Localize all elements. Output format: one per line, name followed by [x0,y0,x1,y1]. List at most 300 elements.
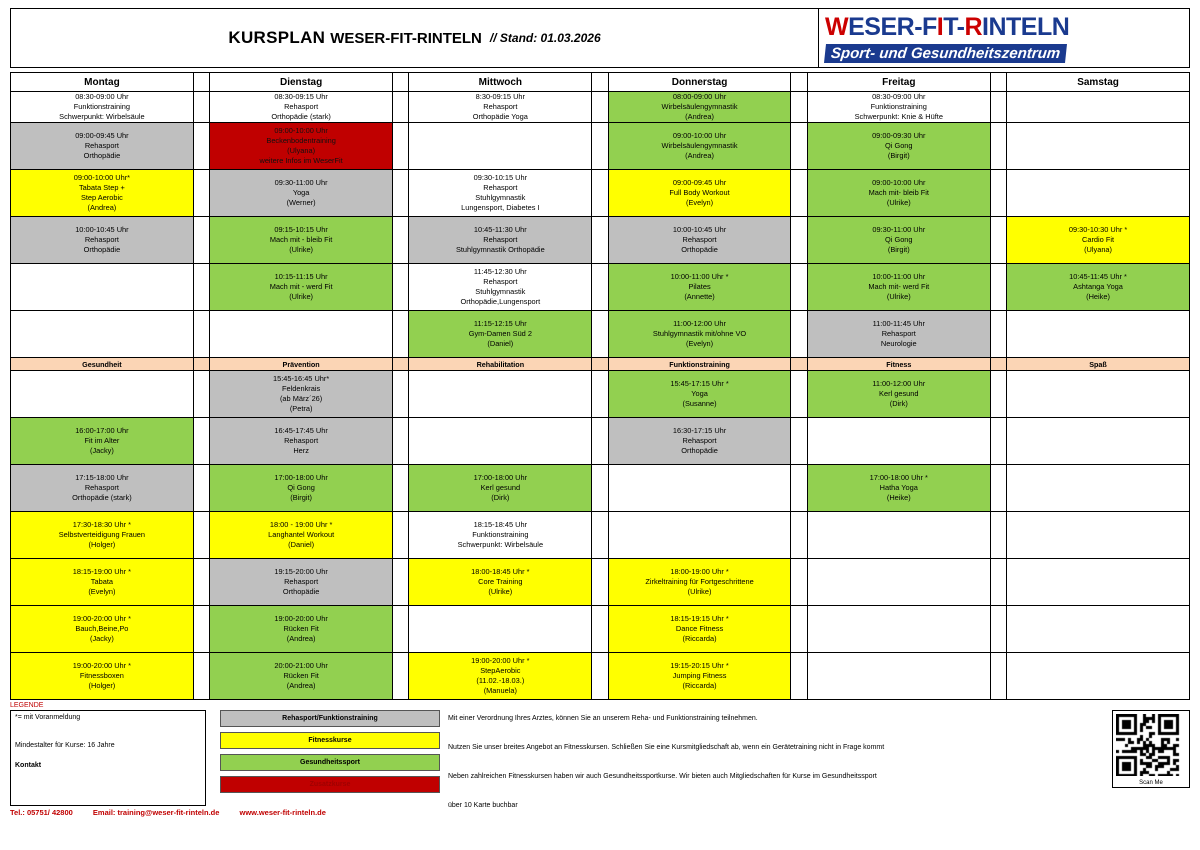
category-label: Gesundheit [11,358,194,371]
course-line: Rücken Fit [283,671,319,681]
column-gap [393,311,409,358]
course-cell [1007,418,1190,465]
course-cell [807,92,990,123]
column-gap [193,73,209,92]
course-line: weitere Infos im WeserFit [259,155,343,165]
column-gap [193,559,209,606]
course-cell [1007,217,1190,264]
title-sub: WESER-FIT-RINTELN [330,29,482,47]
course-line: Mach mit - bleib Fit [269,235,333,245]
column-gap [393,512,409,559]
course-line: 16:00-17:00 Uhr [75,426,129,436]
course-line: 18:15-18:45 Uhr [473,520,528,530]
course-line: Qi Gong [885,235,913,245]
table-row [11,418,1190,465]
course-line: Orthopädie,Lungensport [460,296,541,306]
column-gap [791,311,807,358]
course-cell [608,606,791,653]
course-cell [409,123,592,170]
logo-wordmark: WESER-FIT-RINTELN [825,13,1070,41]
course-line: Wirbelsäulengymnastik [661,141,738,151]
course-line: Fit im Alter [84,436,120,446]
column-gap [990,653,1006,700]
column-gap [393,418,409,465]
course-line: 08:30-09:00 Uhr [872,92,926,102]
course-cell [11,92,194,123]
course-line: Orthopädie [282,586,320,596]
day-header-samstag: Samstag [1007,73,1190,92]
column-gap [791,653,807,700]
legend-swatch-gray: Rehasport/Funktionstraining [220,710,440,727]
course-line: 09:30-10:30 Uhr * [1068,225,1128,235]
course-cell [1007,606,1190,653]
course-line: 11:00-12:00 Uhr [872,379,926,389]
course-cell [807,264,990,311]
course-line: Rehasport [284,577,319,587]
course-cell [11,653,194,700]
course-line: Kerl gesund [480,483,521,493]
column-gap [193,92,209,123]
course-line: Bauch,Beine,Po [75,624,129,634]
course-line: Orthopädie [681,445,718,455]
course-cell [11,512,194,559]
title-date: // Stand: 01.03.2026 [489,31,601,45]
course-cell [210,217,393,264]
course-cell [409,465,592,512]
course-line: Funktionstraining [472,530,529,540]
course-cell [11,465,194,512]
course-cell [608,264,791,311]
column-gap [393,606,409,653]
course-line: Qi Gong [885,141,913,151]
column-gap [791,371,807,418]
course-cell [608,217,791,264]
course-line: 10:00-11:00 Uhr * [670,272,729,282]
course-line: (Dirk) [889,398,908,408]
course-line: Step Aerobic [80,193,123,202]
column-gap [990,73,1006,92]
column-gap [193,606,209,653]
course-line: Rehasport [483,277,518,287]
column-gap [393,217,409,264]
column-gap [393,358,409,371]
course-cell [807,465,990,512]
course-line: 19:15-20:00 Uhr [274,567,328,577]
course-line: 15:45-16:45 Uhr* [272,374,330,384]
column-gap [791,559,807,606]
course-cell [409,559,592,606]
column-gap [393,92,409,123]
column-gap [990,559,1006,606]
course-line: 16:45-17:45 Uhr [274,426,328,436]
course-line: 18:00 - 19:00 Uhr * [269,520,333,530]
column-gap [592,465,608,512]
course-line: (Daniel) [487,338,514,348]
course-cell [409,371,592,418]
day-header-freitag: Freitag [807,73,990,92]
course-line: Funktionstraining [73,102,131,112]
course-line: 19:00-20:00 Uhr * [72,661,132,671]
course-line: Stuhlgymnastik [475,193,526,202]
course-cell [1007,512,1190,559]
column-gap [592,559,608,606]
course-line: 15:45-17:15 Uhr * [670,379,729,389]
course-line: Qi Gong [287,483,315,493]
course-cell [1007,559,1190,606]
course-cell [807,653,990,700]
course-line: (Heike) [886,492,911,502]
course-line: Wirbelsäulengymnastik [661,102,738,112]
course-line: 08:00-09:00 Uhr [672,92,727,102]
column-gap [990,371,1006,418]
course-line: Rehasport [483,183,518,193]
legend-swatch-yellow: Fitnesskurse [220,732,440,749]
course-line: (Andrea) [685,150,714,160]
qr-code[interactable] [1112,710,1190,788]
course-cell [608,170,791,217]
course-line: Full Body Workout [669,188,730,198]
course-cell [608,653,791,700]
course-line: Rehasport [881,329,916,339]
course-cell [11,264,194,311]
course-line: Pilates [688,282,711,292]
legend-note-2: Kontakt [15,762,42,769]
course-cell [409,653,592,700]
table-row [11,606,1190,653]
column-gap [791,512,807,559]
course-line: Yoga [691,389,708,399]
course-line: 17:15-18:00 Uhr [75,473,129,483]
course-line: Core Training [478,577,523,587]
course-line: (Holger) [88,680,116,690]
table-row [11,559,1190,606]
course-cell [1007,371,1190,418]
course-line: Tabata Step + [78,183,125,193]
column-gap [592,123,608,170]
course-line: Dance Fitness [675,624,724,634]
course-line: 09:15-10:15 Uhr [274,225,328,235]
category-label: Funktionstraining [608,358,791,371]
course-line: (Birgit) [887,150,910,160]
course-line: Rücken Fit [283,624,319,634]
course-cell [1007,311,1190,358]
course-cell [210,371,393,418]
course-cell [807,512,990,559]
course-line: 17:00-18:00 Uhr * [869,473,928,483]
column-gap [393,73,409,92]
course-line: (Jacky) [89,633,114,643]
course-cell [210,264,393,311]
course-cell [210,170,393,217]
course-line: 16:30-17:15 Uhr [672,426,727,436]
course-line: (ab März´26) [279,394,323,403]
course-cell [1007,264,1190,311]
course-line: 18:15-19:15 Uhr * [670,614,729,624]
course-line: (Daniel) [288,539,315,549]
column-gap [393,465,409,512]
legend-swatches [220,710,440,806]
column-gap [592,217,608,264]
course-line: 10:00-10:45 Uhr [75,225,129,235]
contact-email[interactable]: Email: training@weser-fit-rinteln.de [92,808,220,817]
course-cell [11,418,194,465]
column-gap [990,123,1006,170]
table-row [11,264,1190,311]
course-cell [11,217,194,264]
title-main: KURSPLAN [228,28,326,47]
course-cell [608,311,791,358]
course-line: Tabata [90,577,113,587]
course-line: Orthopädie [83,244,121,254]
course-line: (Ulrike) [289,244,314,254]
legend-descriptions [448,710,1106,809]
course-line: (Ulrike) [687,586,712,596]
table-row [11,512,1190,559]
column-gap [990,264,1006,311]
course-line: (Evelyn) [686,338,714,348]
course-line: 10:00-10:45 Uhr [672,225,727,235]
course-line: (Birgit) [887,244,910,254]
course-line: 19:00-20:00 Uhr [274,614,328,624]
course-line: Rehasport [284,436,319,446]
course-cell [608,371,791,418]
course-line: Orthopädie Yoga [472,111,528,121]
course-line: 10:45-11:45 Uhr * [1069,272,1127,282]
course-line: Cardio Fit [1082,235,1115,245]
legend-title: LEGENDE [10,702,44,709]
legend-note-0: *= mit Voranmeldung [15,714,81,721]
course-line: (Andrea) [286,633,316,643]
course-line: (Andrea) [87,202,117,212]
category-row [11,358,1190,371]
course-line: 09:00-10:00 Uhr* [73,173,131,183]
course-line: 18:00-19:00 Uhr * [670,567,729,577]
column-gap [592,358,608,371]
course-line: Schwerpunkt: Wirbelsäule [59,111,145,121]
column-gap [791,606,807,653]
column-gap [791,73,807,92]
legend-swatch-green: Gesundheitssport [220,754,440,771]
course-cell [1007,123,1190,170]
course-line: Feldenkrais [282,384,321,394]
course-cell [608,559,791,606]
course-cell [608,92,791,123]
course-line: 17:00-18:00 Uhr [473,473,528,483]
course-line: 19:15-20:15 Uhr * [670,661,729,671]
column-gap [193,264,209,311]
course-line: Mach mit - werd Fit [269,282,333,292]
course-cell [210,123,393,170]
column-gap [990,512,1006,559]
course-cell [807,217,990,264]
course-line: (Manuela) [483,685,517,695]
course-line: 19:00-20:00 Uhr * [471,656,530,666]
course-cell [210,418,393,465]
column-gap [592,73,608,92]
course-cell [210,465,393,512]
course-line: 10:15-11:15 Uhr [274,272,328,282]
course-line: Mach mit- werd Fit [868,282,930,292]
course-cell [409,418,592,465]
table-row [11,465,1190,512]
legend-description: Nutzen Sie unser breites Angebot an Fitnesskursen. Schließen Sie eine Kursmitgliedschaft ab, wenn ein Gerätetraining nicht in Frage kommt [448,744,885,751]
page-header [10,8,1190,68]
column-gap [990,606,1006,653]
course-line: Ashtanga Yoga [1073,282,1123,292]
column-gap [990,358,1006,371]
course-line: 18:00-18:45 Uhr * [471,567,530,577]
course-line: Kerl gesund [879,389,919,399]
course-cell [1007,92,1190,123]
course-line: Fitnessboxen [79,671,124,681]
course-line: 18:15-19:00 Uhr * [72,567,132,577]
course-line: Funktionstraining [870,102,927,112]
course-cell [210,559,393,606]
course-cell [11,170,194,217]
course-cell [409,311,592,358]
course-line: (Birgit) [290,492,312,502]
category-label: Fitness [807,358,990,371]
legend-swatch-red: Zusatzkurse [220,776,440,793]
legend-notes [10,710,206,806]
column-gap [193,358,209,371]
course-line: StepAerobic [480,666,521,676]
course-line: 20:00-21:00 Uhr [274,661,328,671]
course-line: Rehasport [682,436,717,446]
qr-caption: Scan Me [1139,780,1163,786]
column-gap [791,264,807,311]
legend-note-1: Mindestalter für Kurse: 16 Jahre [15,742,115,749]
course-line: 11:45-12:30 Uhr [473,267,527,277]
column-gap [592,170,608,217]
course-line: 11:15-12:15 Uhr [473,319,527,329]
column-gap [393,371,409,418]
course-line: Beckenbodentraining [266,136,336,146]
column-gap [990,311,1006,358]
course-line: Orthopädie (stark) [271,111,331,121]
column-gap [592,653,608,700]
course-line: (11.02.-18.03.) [476,676,525,685]
course-line: Stuhlgymnastik mit/ohne VO [652,329,747,339]
column-gap [990,418,1006,465]
column-gap [990,217,1006,264]
contact-website[interactable]: www.weser-fit-rinteln.de [239,808,326,817]
table-row [11,217,1190,264]
day-header-mittwoch: Mittwoch [409,73,592,92]
category-label: Rehabilitation [409,358,592,371]
course-line: Yoga [292,188,310,198]
table-row [11,170,1190,217]
course-cell [608,123,791,170]
table-row [11,92,1190,123]
course-line: Rehasport [682,235,717,245]
course-line: Herz [293,445,309,455]
course-line: (Heike) [1086,291,1110,301]
course-line: (Ulrike) [886,291,911,301]
column-gap [990,170,1006,217]
column-gap [592,606,608,653]
table-row [11,311,1190,358]
course-line: 09:00-10:00 Uhr [872,178,926,188]
column-gap [592,512,608,559]
course-cell [11,371,194,418]
course-line: (Ulrike) [886,197,911,207]
course-cell [1007,653,1190,700]
course-line: 10:45-11:30 Uhr [473,225,527,235]
day-header-dienstag: Dienstag [210,73,393,92]
legend-description: Mit einer Verordnung Ihres Arztes, können Sie an unserem Reha- und Funktionstraining teilnehmen. [448,715,758,722]
course-line: 08:30-09:00 Uhr [75,92,129,102]
course-line: 09:30-11:00 Uhr [872,225,926,235]
course-cell [807,418,990,465]
course-cell [11,606,194,653]
course-cell [807,606,990,653]
course-cell [210,311,393,358]
table-row [11,371,1190,418]
course-line: Mach mit- bleib Fit [868,188,929,198]
course-line: Orthopädie [83,150,121,160]
course-cell [210,92,393,123]
course-line: (Annette) [684,291,715,301]
course-line: 09:30-11:00 Uhr [274,178,328,188]
table-row [11,653,1190,700]
course-cell [409,92,592,123]
course-line: Stuhlgymnastik [475,287,526,296]
course-cell [210,653,393,700]
course-cell [608,512,791,559]
course-cell [1007,170,1190,217]
column-gap [791,465,807,512]
course-cell [409,170,592,217]
column-gap [791,217,807,264]
course-line: 08:30-09:15 Uhr [274,92,328,102]
course-cell [608,418,791,465]
table-header-row [11,73,1190,92]
column-gap [393,170,409,217]
column-gap [791,92,807,123]
column-gap [393,653,409,700]
course-line: Stuhlgymnastik Orthopädie [455,244,545,254]
course-line: Zirkeltraining für Fortgeschrittene [645,577,754,587]
course-cell [1007,465,1190,512]
column-gap [592,311,608,358]
course-line: Rehasport [84,141,119,151]
column-gap [592,418,608,465]
column-gap [592,264,608,311]
course-line: 11:00-11:45 Uhr [872,319,925,329]
contact-tel: Tel.: 05751/ 42800 [10,808,73,817]
course-line: (Ulrike) [488,586,513,596]
day-header-montag: Montag [11,73,194,92]
course-line: (Andrea) [286,680,316,690]
course-line: 09:00-10:00 Uhr [672,131,727,141]
column-gap [193,418,209,465]
logo-tagline: Sport- und Gesundheitszentrum [824,44,1067,63]
course-cell [807,170,990,217]
course-line: (Ulyana) [1084,244,1113,254]
course-line: Orthopädie (stark) [72,492,132,502]
column-gap [791,123,807,170]
course-line: 17:00-18:00 Uhr [274,473,328,483]
course-line: (Evelyn) [88,586,116,596]
course-line: Rehasport [84,483,119,493]
course-line: 09:00-09:30 Uhr [872,131,926,141]
column-gap [193,653,209,700]
category-label: Spaß [1007,358,1190,371]
course-cell [210,606,393,653]
course-line: Gym-Damen Süd 2 [468,329,532,339]
column-gap [791,170,807,217]
